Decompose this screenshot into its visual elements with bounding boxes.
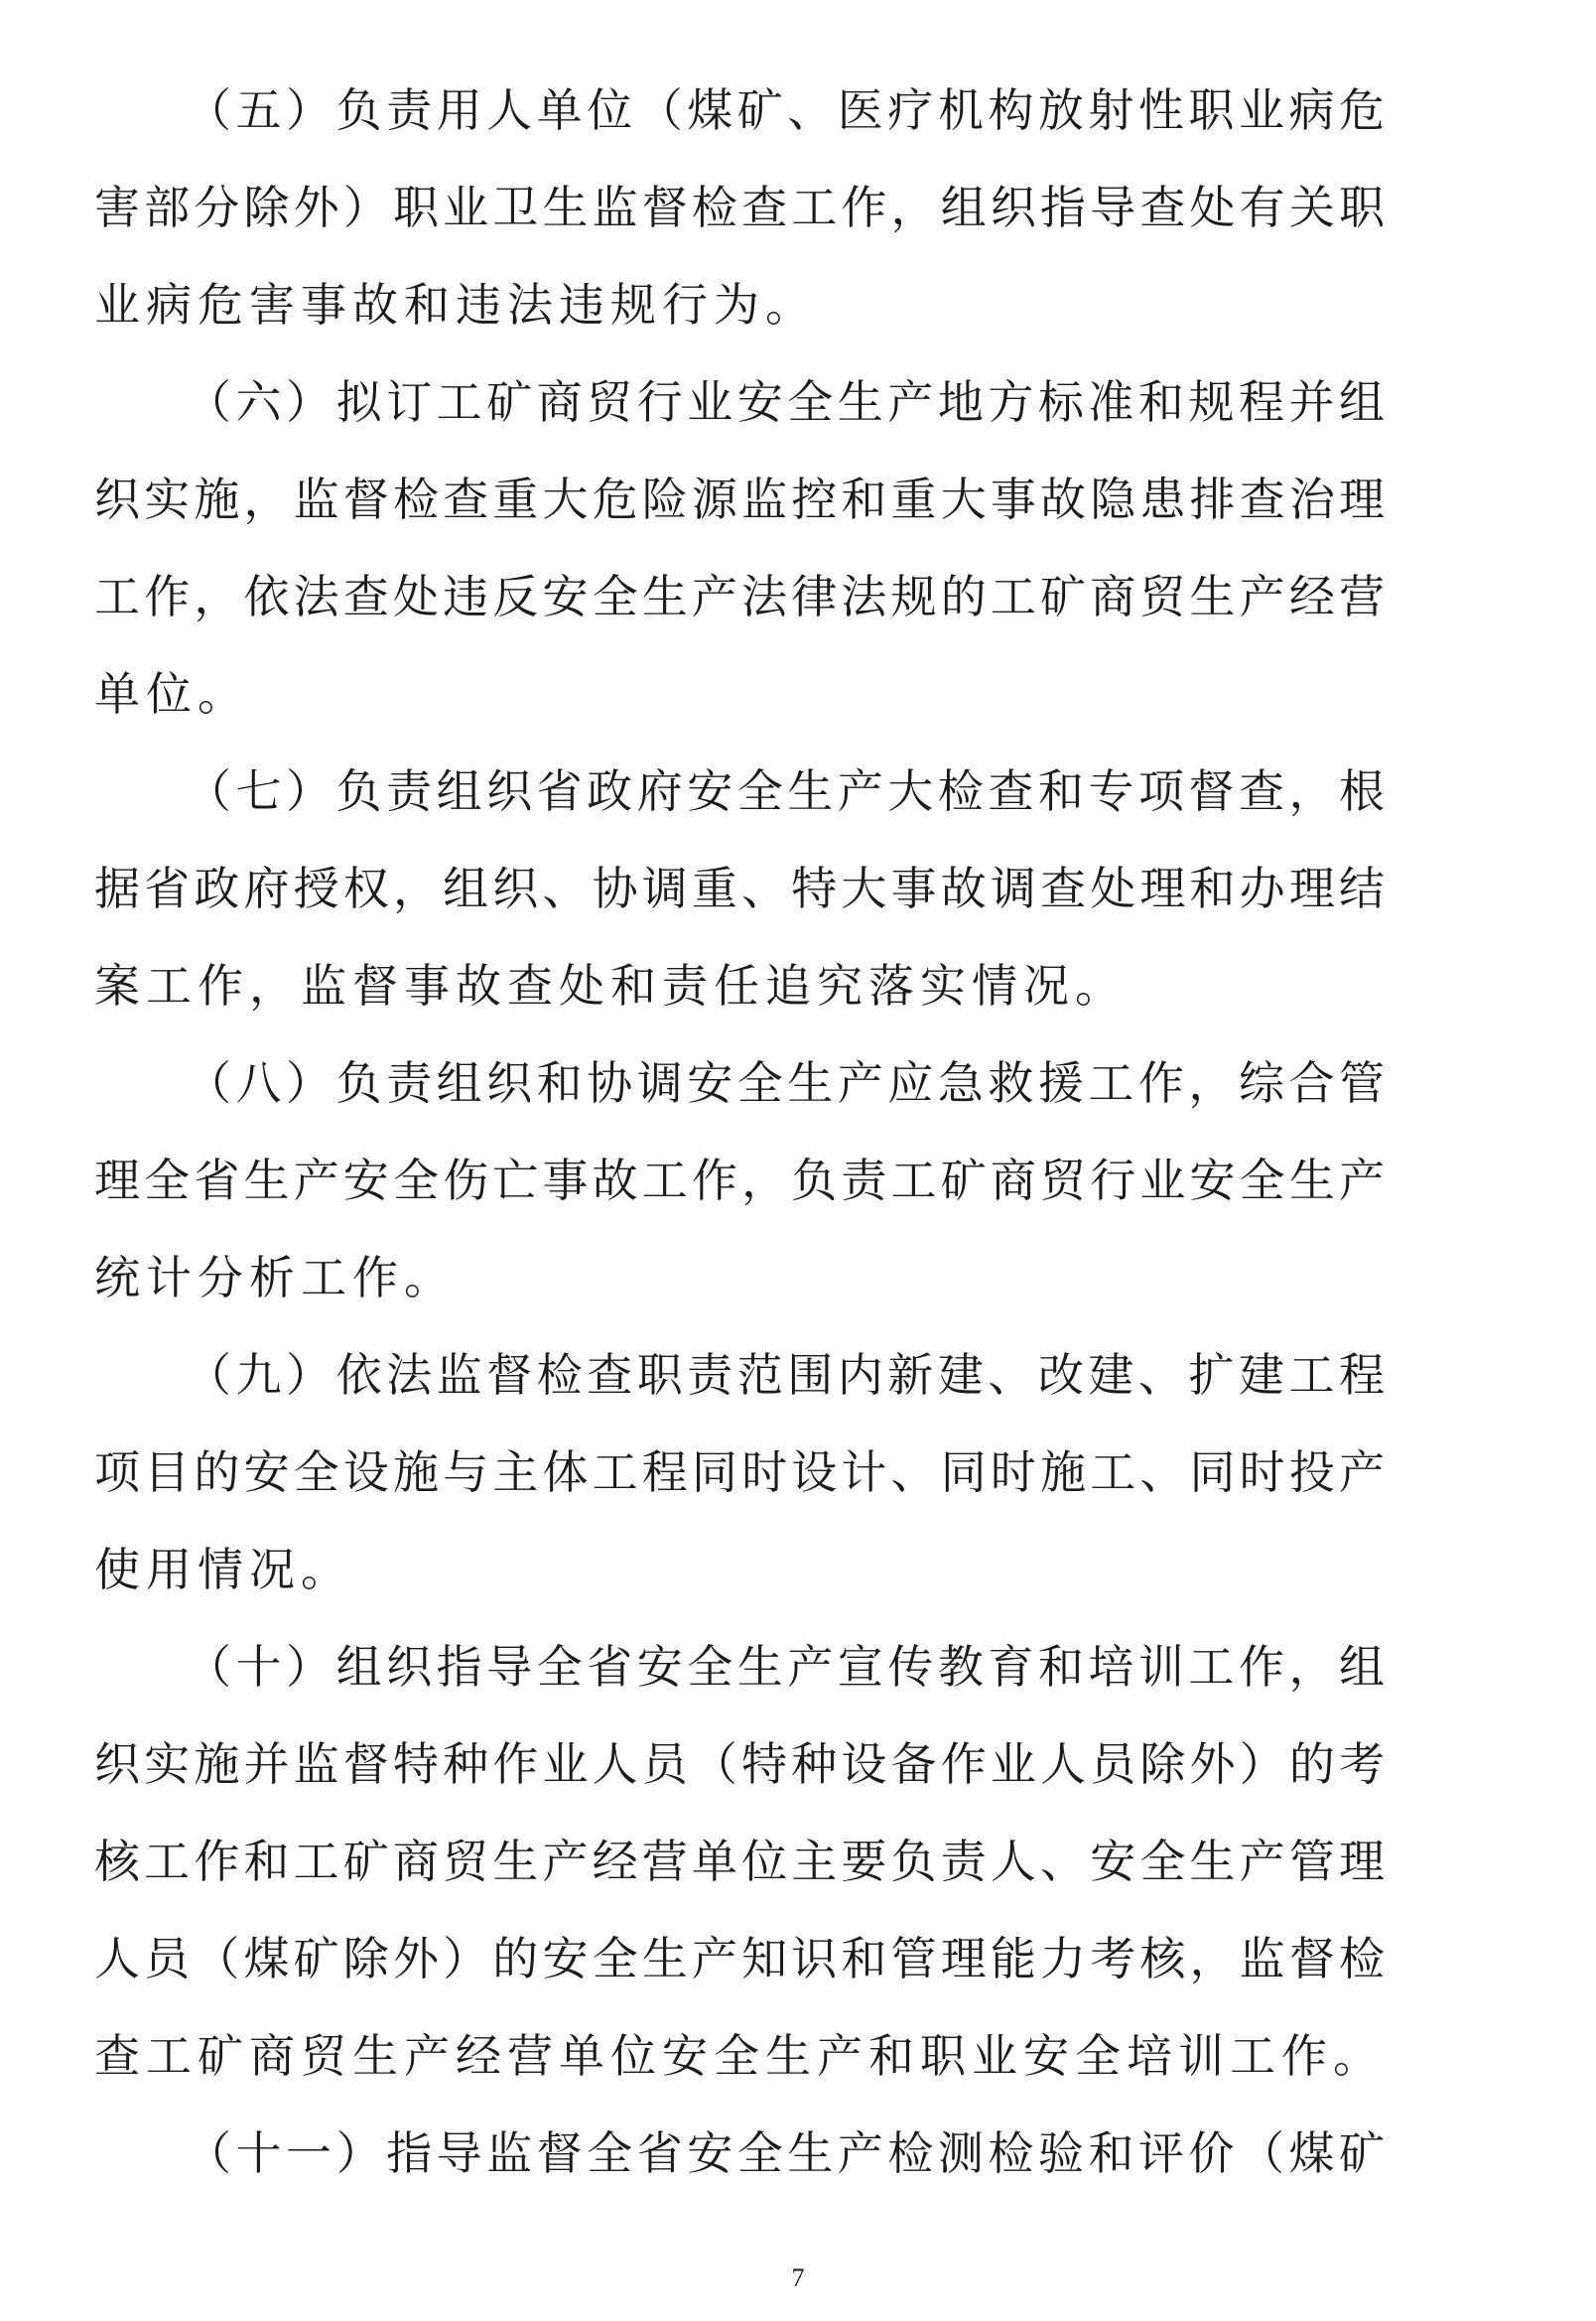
paragraph-6-line-3: 工作，依法查处违反安全生产法律法规的工矿商贸生产经营 [94,570,1385,623]
paragraph-10-line-1: （十）组织指导全省安全生产宣传教育和培训工作，组 [186,1640,1385,1694]
paragraph-5-line-2: 害部分除外）职业卫生监督检查工作，组织指导查处有关职 [94,181,1385,234]
paragraph-8-line-1: （八）负责组织和协调安全生产应急救援工作，综合管 [186,1056,1385,1110]
paragraph-7-line-1: （七）负责组织省政府安全生产大检查和专项督查，根 [186,764,1385,818]
paragraph-9-line-3: 使用情况。 [94,1543,352,1596]
paragraph-8-line-3: 统计分析工作。 [94,1251,456,1304]
paragraph-11-line-1: （十一）指导监督全省安全生产检测检验和评价（煤矿 [186,2126,1385,2180]
paragraph-10-line-2: 织实施并监督特种作业人员（特种设备作业人员除外）的考 [94,1737,1385,1791]
paragraph-7-line-2: 据省政府授权，组织、协调重、特大事故调查处理和办理结 [94,862,1385,915]
paragraph-9-line-2: 项目的安全设施与主体工程同时设计、同时施工、同时投产 [94,1445,1385,1499]
paragraph-7-line-3: 案工作，监督事故查处和责任追究落实情况。 [94,959,1127,1013]
paragraph-6-line-2: 织实施，监督检查重大危险源监控和重大事故隐患排查治理 [94,473,1385,526]
paragraph-6-line-4: 单位。 [94,667,249,721]
paragraph-8-line-2: 理全省生产安全伤亡事故工作，负责工矿商贸行业安全生产 [94,1154,1385,1207]
document-body [94,62,1385,2202]
paragraph-5-line-1: （五）负责用人单位（煤矿、医疗机构放射性职业病危 [186,83,1385,137]
paragraph-10-line-4: 人员（煤矿除外）的安全生产知识和管理能力考核，监督检 [94,1932,1385,1985]
paragraph-9-line-1: （九）依法监督检查职责范围内新建、改建、扩建工程 [186,1348,1385,1402]
paragraph-10-line-3: 核工作和工矿商贸生产经营单位主要负责人、安全生产管理 [94,1835,1385,1888]
paragraph-6-line-1: （六）拟订工矿商贸行业安全生产地方标准和规程并组 [186,375,1385,429]
page-number: 7 [791,2263,805,2292]
paragraph-10-line-5: 查工矿商贸生产经营单位安全生产和职业安全培训工作。 [94,2029,1385,2083]
paragraph-5-line-3: 业病危害事故和违法违规行为。 [94,278,817,332]
